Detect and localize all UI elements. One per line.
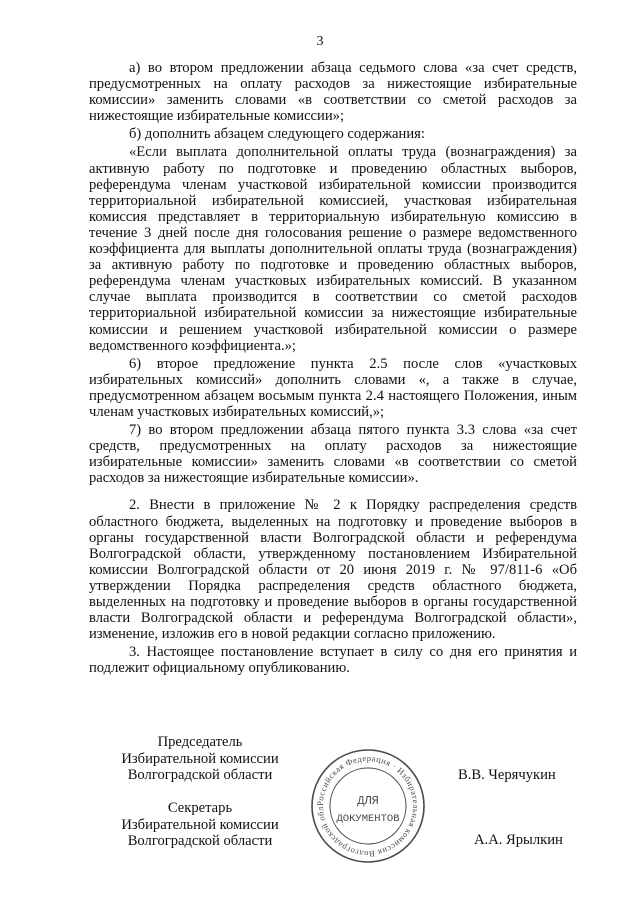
paragraph-quote: «Если выплата дополнительной оплаты труда (вознаграждения) за активную работу по подготовке и проведению областных выборов, референдума членам участковой избирательной комиссии производится территориальной избирательной комиссией, участковая избирательная комиссия представляет в территориальную избирательную комиссию в течение 3 дней после дня голосования решение о размере ведомственного коэффициента для выплаты дополнительной оплаты труда (вознаграждения) за активную работу по подготовке и проведению областных выборов, референдума членам участковых избирательных комиссий. В указанном случае выплата производится в соответствии со сметой расходов территориальной избирательной комиссии за нижестоящие избирательные комиссии и решением участковой избирательной комиссии о размере ведомственного коэффициента.»; [89, 144, 577, 354]
paragraph-7: 7) во втором предложении абзаца пятого пункта 3.3 слова «за счет средств, предусмотренных на оплату расходов за нижестоящие избирательные комиссии» заменить словами «в соответствии со сметой расходов за нижестоящие избирательные комиссии». [89, 422, 577, 487]
chair-title [100, 734, 300, 784]
chair-title-line-2: Избирательной комиссии [121, 750, 279, 767]
paragraph-3: 3. Настоящее постановление вступает в силу со дня его принятия и подлежит официальному опубликованию. [89, 644, 577, 677]
secretary-title-line-1: Секретарь [167, 800, 233, 816]
secretary-title-line-3: Волгоградской области [127, 833, 273, 849]
stamp-line-2: ДОКУМЕНТОВ [336, 813, 400, 825]
document-body [89, 60, 577, 676]
paragraph-b: б) дополнить абзацем следующего содержания: [129, 126, 425, 143]
stamp-line-1: ДЛЯ [357, 794, 379, 808]
chair-title-line-3: Волгоградской области [127, 767, 273, 783]
stamp-ring-text: Российская Федерация · Избирательная комиссия Волгоградской обл [314, 752, 422, 860]
secretary-name: А.А. Ярылкин [474, 832, 563, 848]
paragraph-6: 6) второе предложение пункта 2.5 после слов «участковых избирательных комиссий» дополнить словами «, а также в случае, предусмотренном абзацем восьмым пункта 2.4 настоящего Положения, иным членам участковых избирательных комиссий,»; [89, 355, 577, 420]
paragraph-a: а) во втором предложении абзаца седьмого слова «за счет средств, предусмотренных на оплату расходов за нижестоящие избирательные комиссии» заменить словами «в соответствии со сметой расходов за нижестоящие избирательные комиссии»; [89, 60, 577, 125]
secretary-title-line-2: Избирательной комиссии [121, 816, 279, 833]
chair-name: В.В. Черячукин [458, 767, 556, 783]
page-number: 3 [316, 34, 324, 49]
official-stamp [308, 746, 428, 866]
paragraph-2: 2. Внести в приложение № 2 к Порядку распределения средств областного бюджета, выделенных на подготовку и проведение выборов в органы государственной власти Волгоградской области и референдума Волгоградской области, утвержденному постановлением Избирательной комиссии Волгоградской области от 20 июня 2019 г. № 97/811-6 «Об утверждении Порядка распределения средств областного бюджета, выделенных на подготовку и проведение выборов в органы государственной власти Волгоградской области и референдума Волгоградской области», изменение, изложив его в новой редакции согласно приложению. [89, 497, 577, 643]
secretary-title [100, 800, 300, 850]
stamp-seal-icon [308, 746, 428, 866]
chair-title-line-1: Председатель [157, 734, 243, 750]
